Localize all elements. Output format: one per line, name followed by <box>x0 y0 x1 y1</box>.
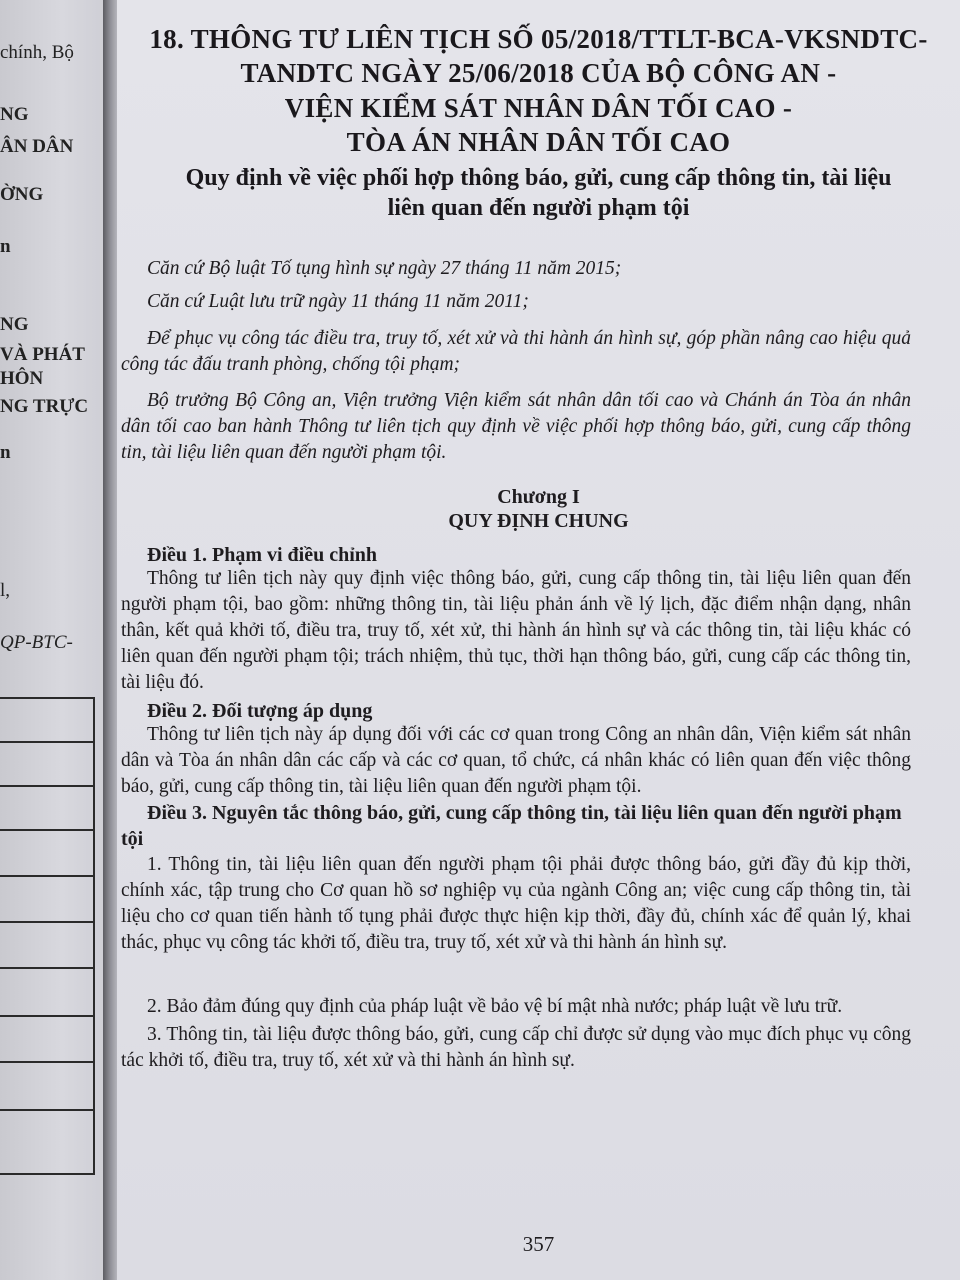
article-1-title: Điều 1. Phạm vi điều chỉnh <box>147 544 378 566</box>
table-row-line <box>0 1015 93 1017</box>
left-page-fragment: l, <box>0 580 11 601</box>
preamble-text: Bộ trưởng Bộ Công an, Viện trưởng Viện kiểm sát nhân dân tối cao và Chánh án Tòa án nhân dân tối cao ban hành Thông tư liên tịch quy định về việc phối hợp thông báo, gửi, cung cấp thông tin, tài liệu liên quan đến người phạm tội. <box>121 390 911 463</box>
left-page-fragment: VÀ PHÁT <box>0 344 85 365</box>
preamble-text: Để phục vụ công tác điều tra, truy tố, xét xử và thi hành án hình sự, góp phần nâng cao hiệu quả công tác đấu tranh phòng, chống tội phạm; <box>121 328 911 375</box>
table-row-line <box>0 785 93 787</box>
table-row-line <box>0 875 93 877</box>
left-page-table <box>0 697 95 1175</box>
preamble-text: Căn cứ Luật lưu trữ ngày 11 tháng 11 năm 2011; <box>147 291 529 312</box>
document-subtitle-line: Quy định về việc phối hợp thông báo, gửi, cung cấp thông tin, tài liệu <box>185 165 892 191</box>
left-page-fragment: ÂN DÂN <box>0 136 74 157</box>
chapter-title: QUY ĐỊNH CHUNG <box>448 510 629 532</box>
table-row-line <box>0 741 93 743</box>
table-row-line <box>0 921 93 923</box>
document-title-line: TÒA ÁN NHÂN DÂN TỐI CAO <box>346 127 731 157</box>
left-page-fragment: chính, Bộ <box>0 42 74 63</box>
article-3-item-text: 3. Thông tin, tài liệu được thông báo, gửi, cung cấp chỉ được sử dụng vào mục đích phục vụ công tác khởi tố, điều tra, truy tố, xét xử và thi hành án hình sự. <box>121 1024 911 1071</box>
left-facing-page <box>0 0 103 1280</box>
article-3-item-text: 2. Bảo đảm đúng quy định của pháp luật về bảo vệ bí mật nhà nước; pháp luật về lưu trữ. <box>147 996 843 1017</box>
article-3-title: Điều 3. Nguyên tắc thông báo, gửi, cung cấp thông tin, tài liệu liên quan đến người phạm tội <box>121 802 902 850</box>
table-row-line <box>0 829 93 831</box>
left-page-fragment: n <box>0 442 11 463</box>
article-3-item <box>121 1022 911 1074</box>
article-3-item-text: 1. Thông tin, tài liệu liên quan đến người phạm tội phải được thông báo, gửi đầy đủ kịp thời, chính xác, tập trung cho Cơ quan hồ sơ nghiệp vụ của ngành Công an; việc cung cấp thông tin, tài liệu cho cơ quan tiến hành tố tụng phải được thực hiện kịp thời, đầy đủ, chính xác để quản lý, khai thác, phục vụ công tác khởi tố, điều tra, truy tố, xét xử và thi hành án hình sự. <box>121 854 911 953</box>
table-row-line <box>0 1061 93 1063</box>
preamble-paragraph <box>121 388 911 466</box>
left-page-fragment: NG TRỰC <box>0 396 89 417</box>
page-content <box>117 0 960 1280</box>
document-subtitle-line: liên quan đến người phạm tội <box>387 195 690 221</box>
preamble-paragraph <box>121 326 911 378</box>
left-page-fragment: NG <box>0 104 29 125</box>
document-title-line: VIỆN KIỂM SÁT NHÂN DÂN TỐI CAO - <box>284 93 793 123</box>
left-page-fragment: HÔN <box>0 368 44 389</box>
left-page-fragment: ỜNG <box>0 184 44 205</box>
article-2-paragraph <box>121 722 911 800</box>
left-page-fragment: NG <box>0 314 29 335</box>
article-3-item <box>121 994 911 1020</box>
chapter-number: Chương I <box>497 486 580 508</box>
table-row-line <box>0 967 93 969</box>
document-page <box>117 0 960 1280</box>
page-number: 357 <box>522 1232 555 1256</box>
preamble-paragraph <box>121 289 911 315</box>
article-1-text: Thông tư liên tịch này quy định việc thông báo, gửi, cung cấp thông tin, tài liệu liên quan đến người phạm tội, bao gồm: những thông tin, tài liệu phản ánh về lý lịch, đặc điểm nhận dạng, nhân thân, kết quả khởi tố, điều tra, truy tố, xét xử, thi hành án hình sự và các thông tin, tài liệu khác có liên quan đến người phạm tội; trách nhiệm, thủ tục, thời hạn thông báo, gửi, cung cấp các thông tin, tài liệu đó. <box>121 568 911 693</box>
left-page-fragment: QP-BTC- <box>0 632 73 653</box>
book-gutter <box>103 0 117 1280</box>
left-page-fragment: n <box>0 236 11 257</box>
table-row-line <box>0 1109 93 1111</box>
article-1-paragraph <box>121 566 911 696</box>
document-title-line: 18. THÔNG TƯ LIÊN TỊCH SỐ 05/2018/TTLT-BCA-VKSNDTC- <box>149 24 928 54</box>
preamble-paragraph <box>121 256 911 282</box>
article-2-text: Thông tư liên tịch này áp dụng đối với các cơ quan trong Công an nhân dân, Viện kiểm sát nhân dân và Tòa án nhân dân các cấp và các cơ quan, tổ chức, cá nhân khác có liên quan đến việc thông báo, gửi, cung cấp thông tin, tài liệu liên quan đến người phạm tội. <box>121 724 911 797</box>
article-3-item <box>121 852 911 956</box>
document-title-line: TANDTC NGÀY 25/06/2018 CỦA BỘ CÔNG AN - <box>240 58 837 88</box>
article-2-title: Điều 2. Đối tượng áp dụng <box>147 700 373 722</box>
preamble-text: Căn cứ Bộ luật Tố tụng hình sự ngày 27 tháng 11 năm 2015; <box>147 258 622 279</box>
